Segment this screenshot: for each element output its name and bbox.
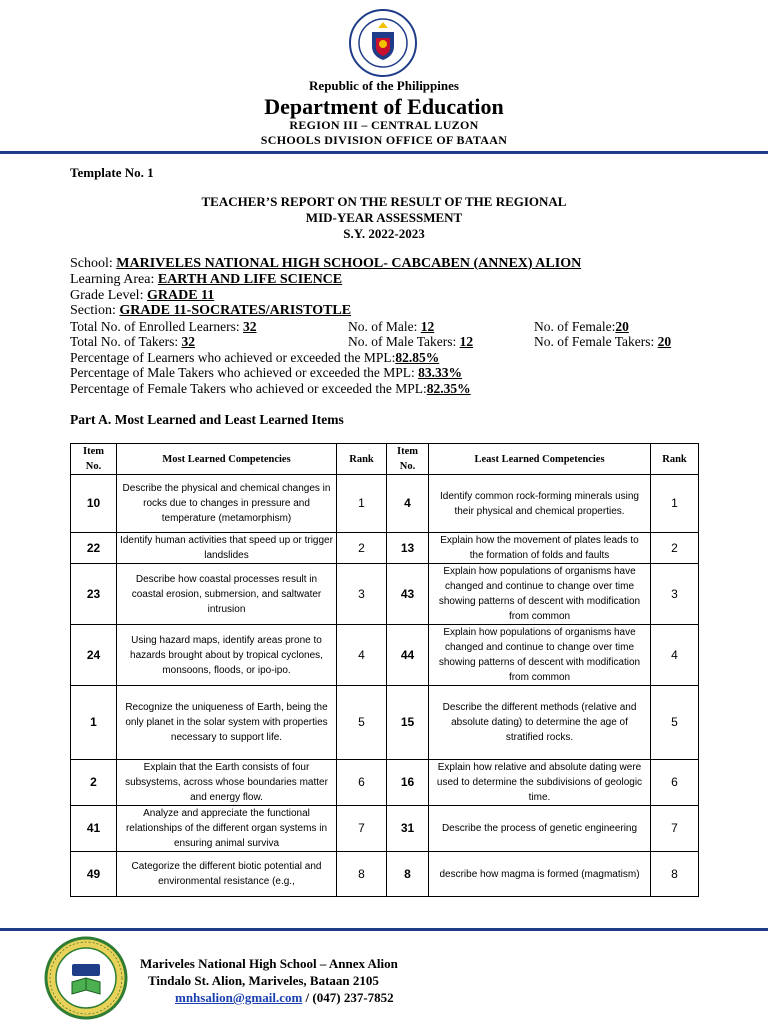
- footer-divider: [0, 928, 768, 931]
- least-item-no: 13: [387, 533, 429, 564]
- template-number: Template No. 1: [70, 165, 154, 180]
- pct-female-label: Percentage of Female Takers who achieved or exceeded the MPL:: [70, 381, 427, 396]
- female-value: 20: [615, 319, 629, 334]
- header-item-no-2: Item No.: [387, 444, 429, 475]
- most-rank: 2: [337, 533, 387, 564]
- most-item-no: 2: [71, 760, 117, 806]
- table-row: [71, 686, 699, 760]
- takers-line: [70, 334, 195, 350]
- takers-label: Total No. of Takers:: [70, 334, 182, 349]
- male-line: [348, 319, 434, 335]
- least-rank: 6: [651, 760, 699, 806]
- footer-contact: [175, 990, 394, 1006]
- learning-area-label: Learning Area:: [70, 272, 158, 287]
- header-divider: [0, 151, 768, 154]
- most-item-no: 49: [71, 852, 117, 897]
- pct-female-value: 82.35%: [426, 381, 471, 396]
- least-item-no: 8: [387, 852, 429, 897]
- report-title-line1: TEACHER’S REPORT ON THE RESULT OF THE REGIONAL: [201, 194, 567, 209]
- table-row: [71, 533, 699, 564]
- most-competency: Describe the physical and chemical changes in rocks due to changes in pressure and temperature (metamorphism): [117, 475, 337, 533]
- footer-phone: (047) 237-7852: [312, 990, 394, 1005]
- most-rank: 7: [337, 806, 387, 852]
- school-line: [70, 256, 581, 272]
- male-label: No. of Male:: [348, 319, 421, 334]
- female-takers-line: [534, 334, 671, 350]
- table-row: [71, 564, 699, 625]
- least-item-no: 44: [387, 625, 429, 686]
- female-line: [534, 319, 629, 335]
- least-item-no: 4: [387, 475, 429, 533]
- most-competency: Describe how coastal processes result in coastal erosion, submersion, and saltwater intrusion: [117, 564, 337, 625]
- most-rank: 4: [337, 625, 387, 686]
- school-logo-icon: [44, 936, 128, 1020]
- most-rank: 3: [337, 564, 387, 625]
- pct-learners-label: Percentage of Learners who achieved or exceeded the MPL:: [70, 350, 396, 365]
- section-value: GRADE 11-SOCRATES/ARISTOTLE: [119, 303, 352, 318]
- most-rank: 5: [337, 686, 387, 760]
- male-value: 12: [420, 319, 435, 334]
- most-rank: 8: [337, 852, 387, 897]
- least-competency: Explain how populations of organisms have changed and continue to change over time showing patterns of descent with modification from common: [429, 564, 651, 625]
- least-competency: describe how magma is formed (magmatism): [429, 852, 651, 897]
- header-least-learned: Least Learned Competencies: [429, 444, 651, 475]
- learning-area-value: EARTH AND LIFE SCIENCE: [157, 272, 343, 287]
- footer-address: Tindalo St. Alion, Mariveles, Bataan 2105: [148, 973, 379, 988]
- least-rank: 2: [651, 533, 699, 564]
- most-item-no: 1: [71, 686, 117, 760]
- female-takers-value: 20: [657, 334, 672, 349]
- least-item-no: 16: [387, 760, 429, 806]
- table-row: [71, 625, 699, 686]
- header-item-no: Item No.: [71, 444, 117, 475]
- section-line: [70, 303, 351, 319]
- least-competency: Explain how populations of organisms have changed and continue to change over time showing patterns of descent with modification from common: [429, 625, 651, 686]
- most-rank: 1: [337, 475, 387, 533]
- report-title-line2: MID-YEAR ASSESSMENT: [305, 210, 463, 225]
- male-takers-value: 12: [459, 334, 474, 349]
- pct-female-line: [70, 381, 471, 397]
- least-item-no: 15: [387, 686, 429, 760]
- report-title-line3: S.Y. 2022-2023: [343, 226, 425, 241]
- least-item-no: 31: [387, 806, 429, 852]
- least-rank: 7: [651, 806, 699, 852]
- school-label: School:: [70, 256, 117, 271]
- learning-area-line: [70, 272, 342, 288]
- footer-school-name: Mariveles National High School – Annex Alion: [140, 956, 398, 971]
- grade-line: [70, 288, 214, 304]
- department-heading: Department of Education: [264, 94, 504, 119]
- division-heading: SCHOOLS DIVISION OFFICE OF BATAAN: [260, 133, 508, 147]
- table-header-row: [71, 444, 699, 475]
- table-row: [71, 760, 699, 806]
- most-competency: Recognize the uniqueness of Earth, being the only planet in the solar system with properties necessary to support life.: [117, 686, 337, 760]
- pct-learners-value: 82.85%: [395, 350, 440, 365]
- female-label: No. of Female:: [534, 319, 616, 334]
- most-item-no: 24: [71, 625, 117, 686]
- table-row: [71, 475, 699, 533]
- enrolled-line: [70, 319, 257, 335]
- least-competency: Identify common rock-forming minerals using their physical and chemical properties.: [429, 475, 651, 533]
- most-competency: Identify human activities that speed up or trigger landslides: [117, 533, 337, 564]
- section-label: Section:: [70, 303, 120, 318]
- least-rank: 3: [651, 564, 699, 625]
- least-item-no: 43: [387, 564, 429, 625]
- least-competency: Describe the process of genetic engineering: [429, 806, 651, 852]
- least-rank: 4: [651, 625, 699, 686]
- pct-male-value: 83.33%: [418, 365, 463, 380]
- most-item-no: 23: [71, 564, 117, 625]
- female-takers-label: No. of Female Takers:: [534, 334, 658, 349]
- most-item-no: 41: [71, 806, 117, 852]
- least-competency: Explain how the movement of plates leads to the formation of folds and faults: [429, 533, 651, 564]
- grade-label: Grade Level:: [70, 288, 147, 303]
- pct-male-line: [70, 365, 462, 381]
- least-rank: 5: [651, 686, 699, 760]
- region-heading: REGION III – CENTRAL LUZON: [289, 118, 479, 132]
- least-competency: Describe the different methods (relative and absolute dating) to determine the age of stratified rocks.: [429, 686, 651, 760]
- header-most-learned: Most Learned Competencies: [117, 444, 337, 475]
- male-takers-line: [348, 334, 473, 350]
- header-rank-2: Rank: [651, 444, 699, 475]
- school-value: MARIVELES NATIONAL HIGH SCHOOL- CABCABEN (ANNEX) ALION: [116, 256, 582, 271]
- footer-separator: /: [302, 990, 313, 1005]
- pct-learners-line: [70, 350, 439, 366]
- takers-value: 32: [181, 334, 195, 349]
- most-item-no: 22: [71, 533, 117, 564]
- least-rank: 1: [651, 475, 699, 533]
- table-row: [71, 852, 699, 897]
- enrolled-label: Total No. of Enrolled Learners:: [70, 319, 243, 334]
- grade-value: GRADE 11: [146, 288, 215, 303]
- least-competency: Explain how relative and absolute dating were used to determine the subdivisions of geologic time.: [429, 760, 651, 806]
- most-item-no: 10: [71, 475, 117, 533]
- part-a-title: Part A. Most Learned and Least Learned Items: [70, 412, 344, 427]
- most-competency: Explain that the Earth consists of four subsystems, across whose boundaries matter and energy flow.: [117, 760, 337, 806]
- most-competency: Using hazard maps, identify areas prone to hazards brought about by tropical cyclones, monsoons, floods, or ipo-ipo.: [117, 625, 337, 686]
- header-rank: Rank: [337, 444, 387, 475]
- most-rank: 6: [337, 760, 387, 806]
- deped-seal-icon: [348, 8, 418, 78]
- competencies-table: [70, 443, 699, 897]
- most-competency: Categorize the different biotic potential and environmental resistance (e.g.,: [117, 852, 337, 897]
- table-row: [71, 806, 699, 852]
- most-competency: Analyze and appreciate the functional relationships of the different organ systems in ensuring animal surviva: [117, 806, 337, 852]
- pct-male-label: Percentage of Male Takers who achieved or exceeded the MPL:: [70, 365, 419, 380]
- male-takers-label: No. of Male Takers:: [348, 334, 460, 349]
- footer-email-link[interactable]: mnhsalion@gmail.com: [175, 990, 303, 1005]
- republic-heading: Republic of the Philippines: [309, 78, 459, 93]
- least-rank: 8: [651, 852, 699, 897]
- enrolled-value: 32: [243, 319, 257, 334]
